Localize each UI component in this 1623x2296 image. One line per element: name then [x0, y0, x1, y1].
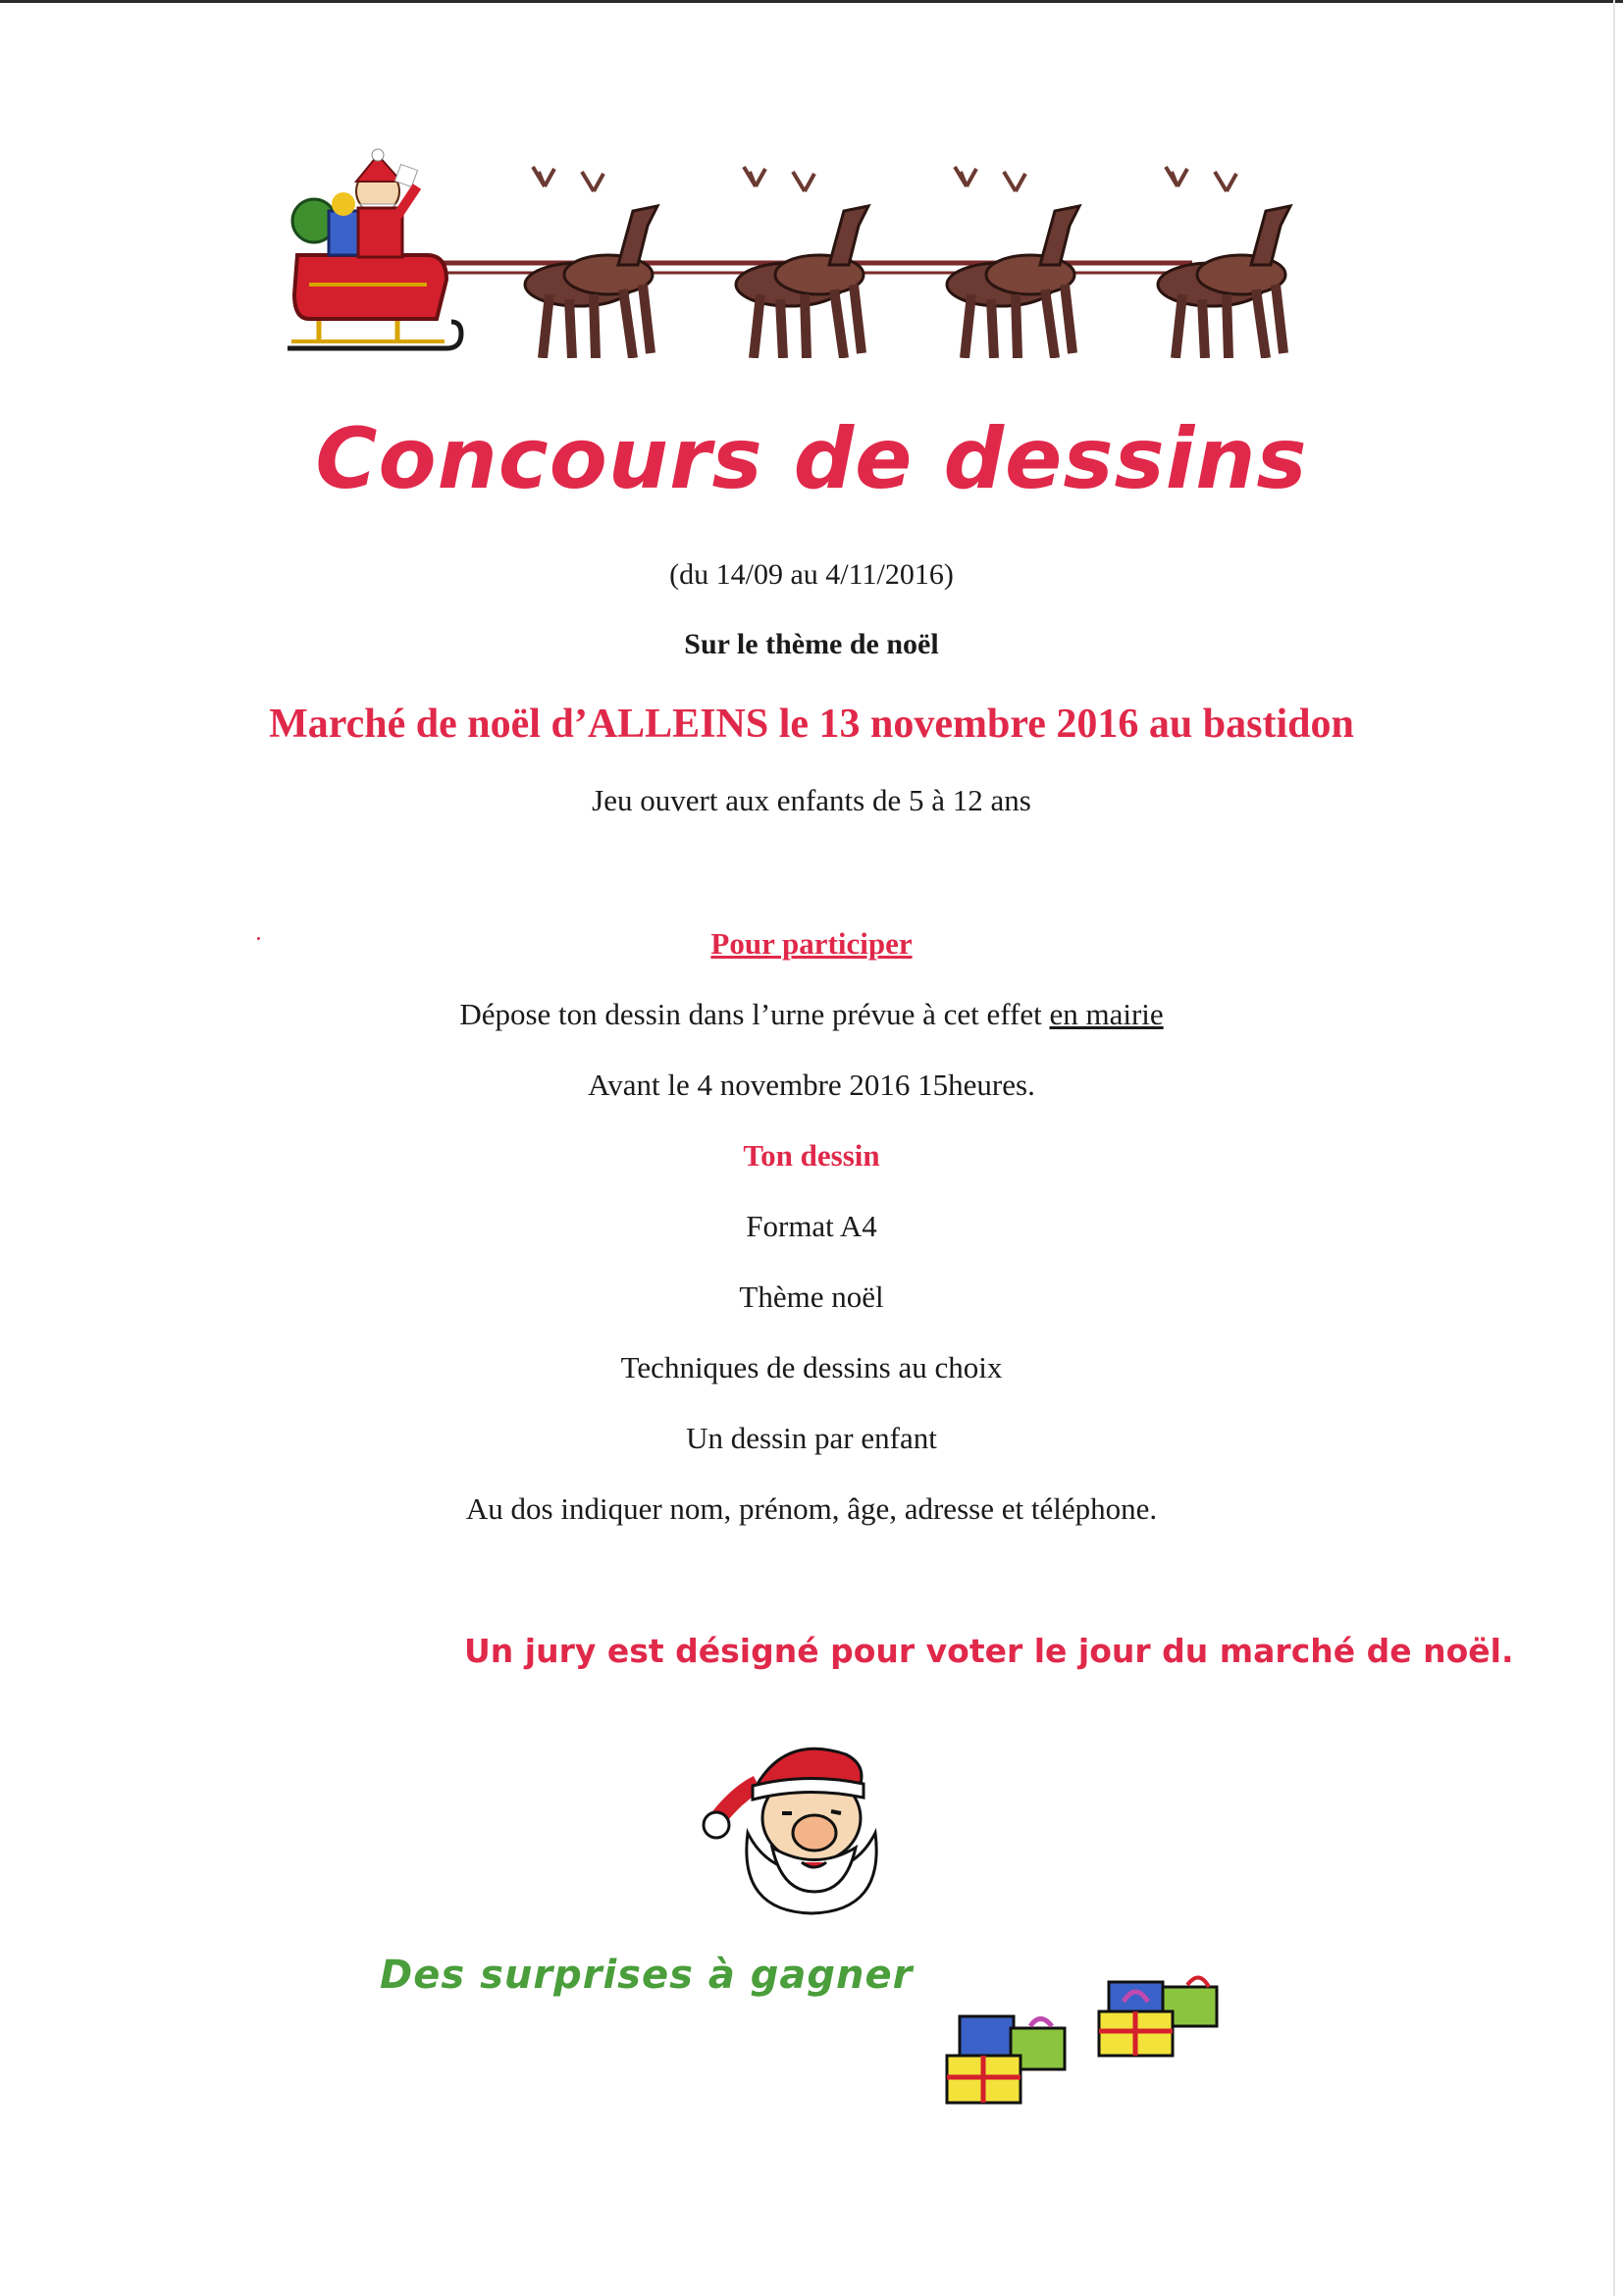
deadline: Avant le 4 novembre 2016 15heures. — [588, 1068, 1035, 1102]
surprise-caption: Des surprises à gagner — [380, 1953, 914, 1998]
drawing-heading: Ton dessin — [743, 1138, 880, 1173]
jury-note: Un jury est désigné pour voter le jour du marché de noël. — [464, 1632, 1514, 1670]
scan-edge — [0, 0, 1623, 3]
santa-face-clipart — [699, 1725, 895, 1921]
drawing-rule: Thème noël — [739, 1279, 884, 1314]
deposit-instruction — [0, 997, 1623, 1032]
drawing-rule: Un dessin par enfant — [686, 1421, 937, 1455]
deposit-text: Dépose ton dessin dans l’urne prévue à cet effet — [459, 997, 1050, 1031]
contest-dates: (du 14/09 au 4/11/2016) — [669, 558, 954, 591]
event-announcement: Marché de noël d’ALLEINS le 13 novembre 2016 au bastidon — [269, 702, 1354, 747]
scan-speck — [257, 937, 260, 940]
drawing-rule: Format A4 — [746, 1209, 877, 1243]
page-title: Concours de dessins — [315, 410, 1308, 508]
contest-theme: Sur le thème de noël — [684, 628, 939, 660]
drawing-rule: Techniques de dessins au choix — [620, 1350, 1003, 1384]
deposit-place: en mairie — [1049, 997, 1164, 1031]
santa-sleigh-clipart — [280, 147, 1339, 358]
participate-heading: Pour participer — [710, 926, 913, 961]
gift-boxes-clipart — [942, 1957, 1256, 2114]
drawing-rule: Au dos indiquer nom, prénom, âge, adresse et téléphone. — [465, 1491, 1158, 1526]
age-eligibility: Jeu ouvert aux enfants de 5 à 12 ans — [592, 783, 1031, 817]
